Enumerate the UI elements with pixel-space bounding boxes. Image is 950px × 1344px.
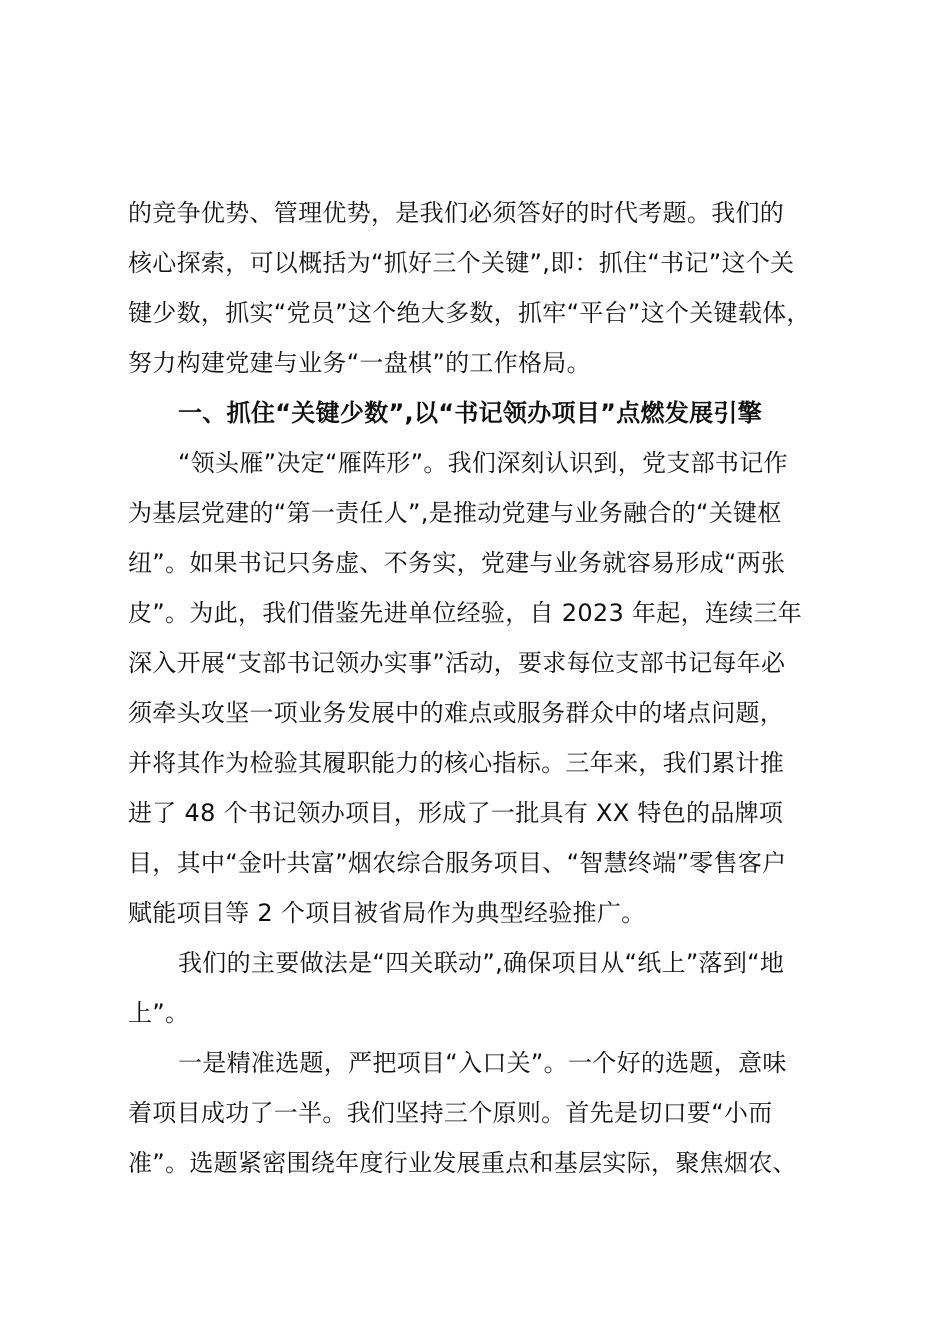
- paragraph-line: 一是精准选题，严把项目“入口关”。一个好的选题，意味: [178, 1049, 787, 1077]
- paragraph-line: 须牵头攻坚一项业务发展中的难点或服务群众中的堵点问题，: [128, 699, 785, 727]
- paragraph-line: 深入开展“支部书记领办实事”活动，要求每位支部书记每年必: [128, 649, 786, 677]
- intro-line: 核心探索，可以概括为“抓好三个关键”,即：抓住“书记”这个关: [128, 249, 795, 277]
- paragraph-line: 为基层党建的“第一责任人”,是推动党建与业务融合的“关键枢: [128, 499, 782, 527]
- paragraph-line: “领头雁”决定“雁阵形”。我们深刻认识到，党支部书记作: [178, 449, 788, 477]
- section-heading: 一、抓住“关键少数”,以“书记领办项目”点燃发展引擎: [178, 399, 763, 427]
- paragraph-line: 着项目成功了一半。我们坚持三个原则。首先是切口要“小而: [128, 1099, 773, 1127]
- paragraph-line: 并将其作为检验其履职能力的核心指标。三年来，我们累计推: [128, 749, 785, 777]
- paragraph-line: 进了 48 个书记领办项目，形成了一批具有 XX 特色的品牌项: [128, 799, 784, 827]
- paragraph-line: 赋能项目等 2 个项目被省局作为典型经验推广。: [128, 899, 646, 927]
- paragraph-line: 上”。: [128, 999, 190, 1027]
- intro-line: 努力构建党建与业务“一盘棋”的工作格局。: [128, 349, 591, 377]
- paragraph-line: 纽”。如果书记只务虚、不务实，党建与业务就容易形成“两张: [128, 549, 786, 577]
- paragraph-line: 准”。选题紧密围绕年度行业发展重点和基层实际，聚焦烟农、: [128, 1149, 797, 1177]
- intro-line: 的竞争优势、管理优势，是我们必须答好的时代考题。我们的: [128, 199, 785, 227]
- paragraph-line: 皮”。为此，我们借鉴先进单位经验，自 2023 年起，连续三年: [128, 599, 803, 627]
- paragraph-line: 目，其中“金叶共富”烟农综合服务项目、“智慧终端”零售客户: [128, 849, 787, 877]
- paragraph-line: 我们的主要做法是“四关联动”,确保项目从“纸上”落到“地: [178, 949, 785, 977]
- intro-line: 键少数，抓实“党员”这个绝大多数，抓牢“平台”这个关键载体，: [128, 299, 811, 327]
